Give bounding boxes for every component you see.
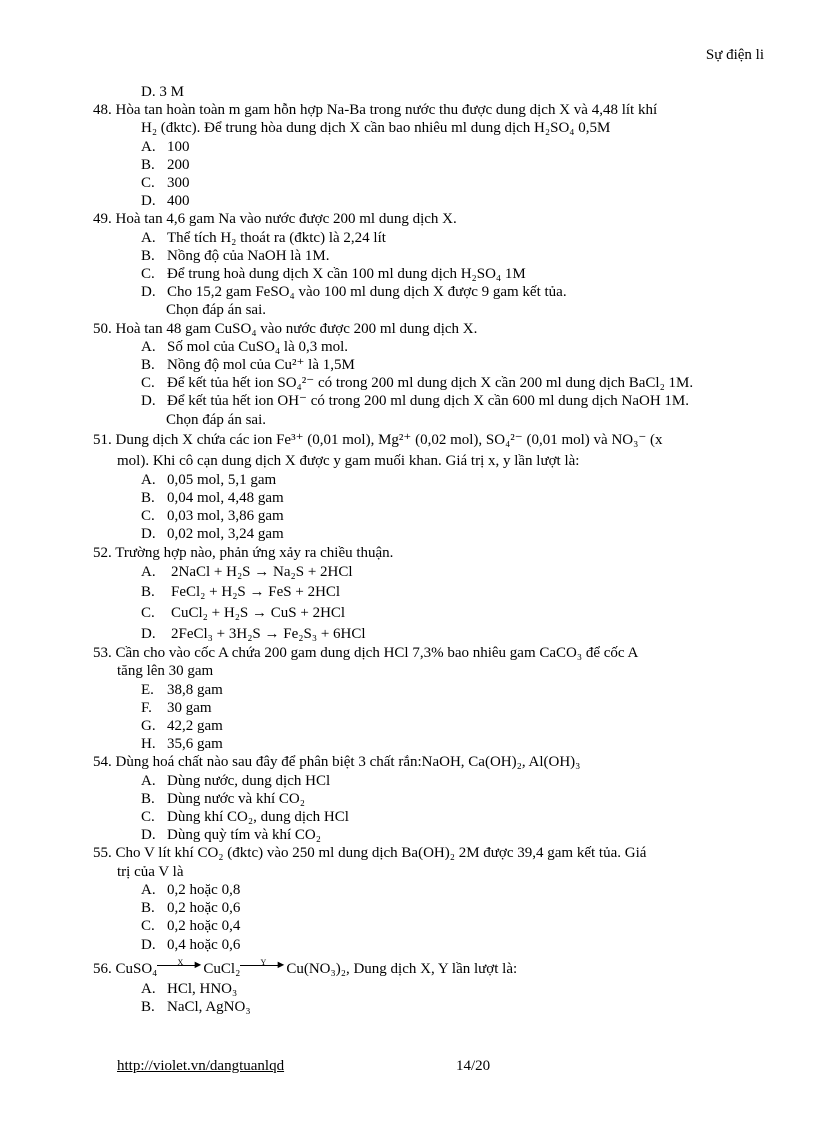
option-c: C. Để trung hoà dung dịch X cần 100 ml dung dịch H₂SO₄ 1M [141, 266, 526, 283]
option-d: D. 0,4 hoặc 0,6 [141, 936, 241, 953]
option-c: C. Dùng khí CO₂, dung dịch HCl [141, 809, 349, 826]
option-c: C. Để kết tủa hết ion SO₄²⁻ có trong 200 ml dung dịch X cần 200 ml dung dịch BaCl₂ 1M. [141, 375, 694, 392]
question-53-line1: 53. Cần cho vào cốc A chứa 200 gam dung dịch HCl 7,3% bao nhiêu gam CaCO₃ để cốc A [93, 645, 639, 662]
question-51-line1: 51. Dung dịch X chứa các ion Fe³⁺ (0,01 mol), Mg²⁺ (0,02 mol), SO₄²⁻ (0,01 mol) và NO₃⁻ (x [93, 431, 663, 448]
option-a: A. Dùng nước, dung dịch HCl [141, 772, 331, 789]
option-c: C. 0,2 hoặc 0,4 [141, 918, 241, 935]
option-b: B. NaCl, AgNO₃ [141, 998, 251, 1015]
option-a: A. Số mol của CuSO₄ là 0,3 mol. [141, 338, 349, 355]
option-a: A. Thể tích H₂ thoát ra (đktc) là 2,24 lít [141, 229, 386, 246]
question-48 [93, 101, 762, 210]
question-54-line1: 54. Dùng hoá chất nào sau đây để phân biệt 3 chất rắn:NaOH, Ca(OH)₂, Al(OH)₃ [93, 754, 581, 771]
question-text: H₂ (đktc). Để trung hòa dung dịch X cần bao nhiêu ml dung dịch H₂SO₄ 0,5M [141, 120, 611, 137]
option-a: A. HCl, HNO₃ [141, 980, 238, 997]
option-d: D. 400 [141, 193, 190, 210]
reaction-arrow-x: X ► [157, 961, 203, 971]
question-55-line1: 55. Cho V lít khí CO₂ (đktc) vào 250 ml dung dịch Ba(OH)₂ 2M được 39,4 gam kết tủa. Giá [93, 845, 647, 862]
option-f: F. 30 gam [141, 699, 212, 716]
question-51 [93, 429, 762, 544]
question-52 [93, 544, 762, 645]
option-b: B. 0,04 mol, 4,48 gam [141, 490, 284, 507]
option-c: C. 0,03 mol, 3,86 gam [141, 508, 284, 525]
option-b: B. 200 [141, 156, 190, 173]
question-text: tăng lên 30 gam [117, 663, 214, 680]
option-d: D. 2FeCl₃ + 3H₂S → Fe₂S₃ + 6HCl [141, 625, 366, 642]
option-d: D. Cho 15,2 gam FeSO₄ vào 100 ml dung dịch X được 9 gam kết tủa. [141, 284, 567, 301]
question-56-line1: 56. CuSO₄ X ► CuCl₂ Y ► Cu(NO₃)₂, Dung dịch X, Y lần lượt là: [93, 957, 518, 977]
option-a: A. 0,2 hoặc 0,8 [141, 881, 241, 898]
footer-link[interactable]: http://violet.vn/dangtuanlqd [117, 1058, 285, 1074]
option-c: C. 300 [141, 175, 190, 192]
option-b: B. FeCl₂ + H₂S → FeS + 2HCl [141, 584, 341, 601]
option-a: A. 100 [141, 138, 190, 155]
question-55 [93, 844, 762, 953]
question-text: Hòa tan hoàn toàn m gam hỗn hợp Na-Ba trong nước thu được dung dịch X và 4,48 lít khí [115, 102, 658, 119]
option-e: E. 38,8 gam [141, 681, 223, 698]
reaction-start: CuSO₄ [115, 960, 158, 977]
question-49-line1: 49. Hoà tan 4,6 gam Na vào nước được 200 ml dung dịch X. [93, 211, 457, 228]
option-g: G. 42,2 gam [141, 718, 223, 735]
question-56 [93, 957, 762, 1016]
previous-question-option-d: D. 3 M [141, 84, 184, 100]
question-53 [93, 644, 762, 753]
question-52-line1: 52. Trường hợp nào, phản ứng xảy ra chiều thuận. [93, 544, 394, 561]
question-49 [93, 210, 762, 319]
question-text: trị của V là [117, 863, 184, 880]
reaction-mid: CuCl₂ [203, 960, 241, 977]
option-d: D. 0,02 mol, 3,24 gam [141, 526, 284, 543]
option-b: B. 0,2 hoặc 0,6 [141, 900, 241, 917]
question-50 [93, 320, 762, 429]
option-c: C. CuCl₂ + H₂S → CuS + 2HCl [141, 605, 346, 622]
option-b: B. Nồng độ mol của Cu²⁺ là 1,5M [141, 357, 355, 374]
question-54 [93, 753, 762, 844]
option-h: H. 35,6 gam [141, 736, 223, 753]
question-text: mol). Khi cô cạn dung dịch X được y gam muối khan. Giá trị x, y lần lượt là: [117, 452, 580, 469]
page-footer [117, 1058, 717, 1075]
question-50-line1: 50. Hoà tan 48 gam CuSO₄ vào nước được 200 ml dung dịch X. [93, 320, 478, 337]
reaction-end: Cu(NO₃)₂ [286, 960, 346, 977]
option-a: A. 0,05 mol, 5,1 gam [141, 471, 277, 488]
option-d: D. Dùng quỳ tím và khí CO₂ [141, 827, 321, 844]
page-header-title: Sự điện li [705, 47, 764, 63]
question-48-line1 [93, 101, 762, 119]
reaction-arrow-y: Y ► [240, 961, 286, 971]
question-note: Chọn đáp án sai. [166, 411, 266, 428]
question-note: Chọn đáp án sai. [166, 302, 266, 319]
option-b: B. Nồng độ của NaOH là 1M. [141, 247, 330, 264]
option-d: D. Để kết tủa hết ion OH⁻ có trong 200 ml dung dịch X cần 600 ml dung dịch NaOH 1M. [141, 393, 689, 410]
question-list [93, 83, 762, 1016]
option-b: B. Dùng nước và khí CO₂ [141, 790, 305, 807]
page-number: 14/20 [456, 1058, 491, 1074]
question-number: 48. [93, 102, 112, 119]
option-a: A. 2NaCl + H₂S → Na₂S + 2HCl [141, 563, 353, 580]
